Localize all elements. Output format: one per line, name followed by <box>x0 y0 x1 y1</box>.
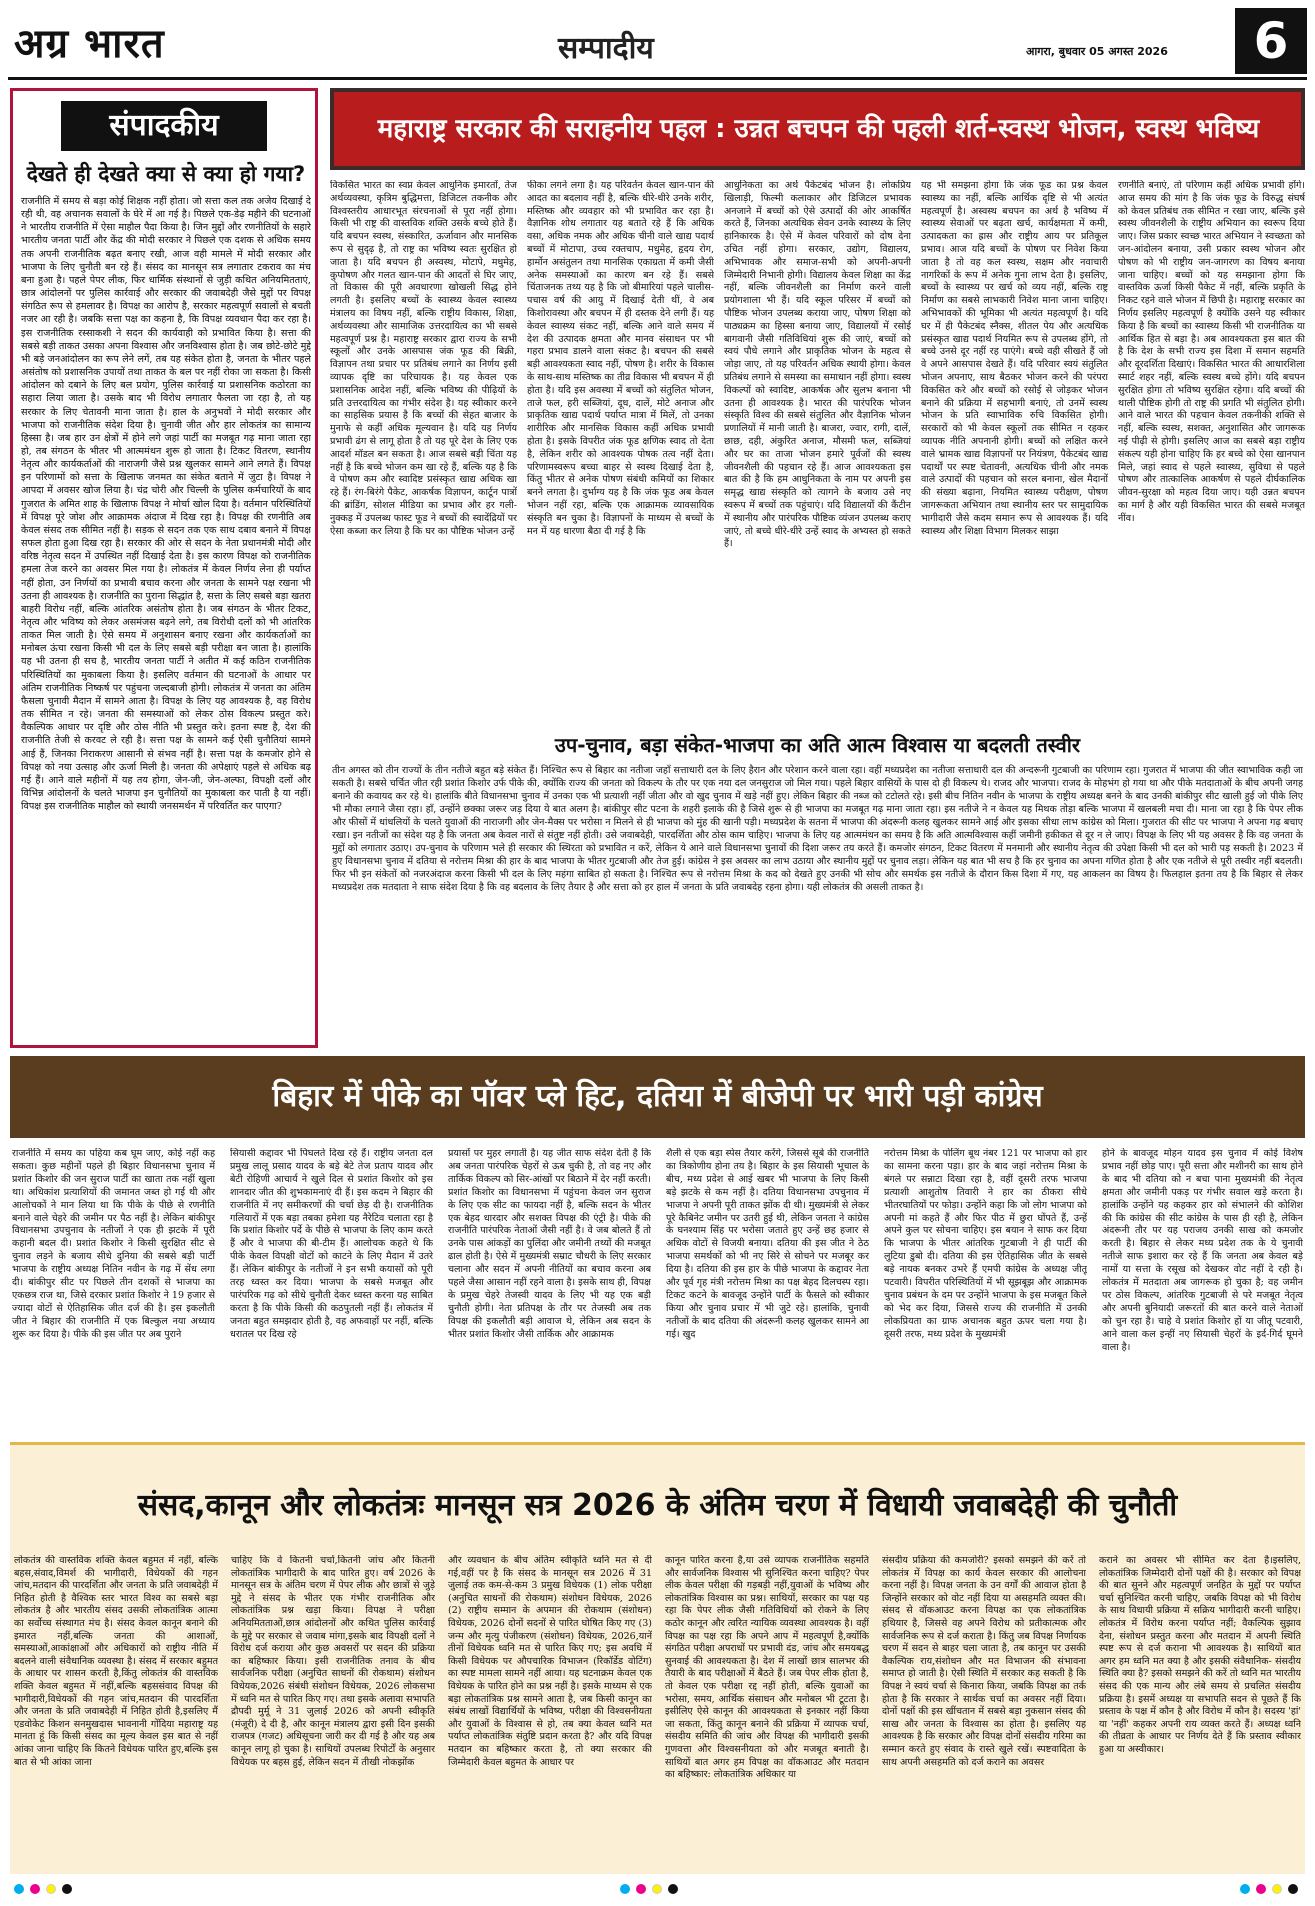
cyan-dot-icon <box>1240 1884 1250 1894</box>
black-dot-icon <box>62 1884 72 1894</box>
bottom-article-column: संसदीय प्रक्रिया की कमजोरी? इसको समझने की करें तो लोकतंत्र में विपक्ष का कार्य केवल सरकार की आलोचना करना नहीं है। विपक्ष जनता के उन वर्गों की आवाज होता है जिन्होंने सरकार को वोट नहीं दिया या असहमति व्यक्त की। संसद से वॉकआउट करना विपक्ष का एक लोकतांत्रिक हथियार है, जिससे वह अपने विरोध को प्रतीकात्मक और सार्वजनिक रूप से दर्ज कराता है। किंतु जब विपक्ष निर्णायक चरण में सदन से बाहर चला जाता है, तब कानून पर उसकी वैकल्पिक राय,संशोधन और मत विभाजन की संभावना समाप्त हो जाती है। ऐसी स्थिति में सरकार कह सकती है कि विपक्ष ने स्वयं चर्चा से किनारा किया, जबकि विपक्ष का तर्क होता है कि सरकार ने सार्थक चर्चा का अवसर नहीं दिया। दोनों पक्षों की इस खींचतान में सबसे बड़ा नुकसान संसद की साख और जनता के विश्वास का होता है। इसलिए यह आवश्यक है कि सरकार और विपक्ष दोनों संसदीय गरिमा का सम्मान करते हुए संवाद के रास्ते खुले रखें। स्पष्टवादिता के साथ अपनी असहमति को दर्ज कराने का अवसर <box>882 1555 1086 1768</box>
editorial-body: राजनीति में समय से बड़ा कोई शिक्षक नहीं होता। जो सत्ता कल तक अजेय दिखाई दे रही थी, वह अचानक सवालों के घेरे में आ गई है। पिछले एक-डेढ़ महीने की घटनाओं ने भारतीय राजनीति में ऐसा माहौल पैदा किया है। जिन मुद्दों और रणनीतियों के सहारे भारतीय जनता पार्टी और केंद्र की मोदी सरकार ने पिछले एक दशक से अधिक समय तक अपनी राजनीतिक बढ़त बनाए रखी, आज वही मामले में मोदी सरकार और भाजपा के लिए चुनौती बन रहे हैं। संसद का मानसून सत्र लगातार टकराव का मंच बना हुआ है। पहले पेपर लीक, फिर धार्मिक संस्थानों से जुड़ी कथित अनियमितताएं, छात्र आंदोलनों पर पुलिस कार्रवाई और सरकार की जवाबदेही जैसे मुद्दों पर विपक्ष संगठित रूप से हमलावर है। विपक्ष का आरोप है, सरकार महत्वपूर्ण सवालों से बचती नजर आ रही है। जबकि सत्ता पक्ष का कहना है, कि विपक्ष व्यवधान पैदा कर रहा है। इस राजनीतिक रस्साकशी ने सदन की कार्यवाही को प्रभावित किया है। सत्ता की सबसे बड़ी ताकत उसका अपना विश्वास और जनविश्वास होता है। जब छोटे-छोटे मुद्दे भी बड़े जनआंदोलन का रूप लेने लगें, तब यह संकेत होता है, जनता के भीतर पहले असंतोष को प्रशासनिक उपायों तथा ताकत के बल पर नहीं रोका जा सकता है। किसी आंदोलन को दबाने के लिए बल प्रयोग, पुलिस कार्रवाई या प्रशासनिक कठोरता का सहारा लिया जाता है। उसके बाद भी विरोध लगातार फैलता जा रहा है, तो यह सरकार के लिए चेतावनी माना जाता है। हाल के अनुभवों ने मोदी सरकार और भाजपा को राजनीतिक संदेश दिया है। चुनावी जीत और हार लोकतंत्र का सामान्य हिस्सा है। जब हार उन क्षेत्रों में होने लगे जहां पार्टी का मजबूत गढ़ माना जाता रहा हो, तब संगठन के भीतर भी आत्ममंथन शुरू हो जाता है। टिकट वितरण, स्थानीय नेतृत्व और कार्यकर्ताओं की नाराजगी जैसे प्रश्न खुलकर सामने आने लगते हैं। विपक्ष इन परिणामों को सत्ता के खिलाफ जनमत का संकेत बताने में जुटा है। विपक्ष ने आपदा में अवसर खोज लिया है। चंद्र चोरी और चिल्ली के पुलिस कर्मचारियों के बाद गुजरात के अमित शाह के खिलाफ विपक्ष ने मोर्चा खोल दिया है। वर्तमान परिस्थितियों में विपक्ष पूरे जोश और आक्रामक अंदाज में दिख रहा है। विपक्ष की रणनीति अब केवल संसद तक सीमित नहीं है। सड़क से सदन तक एक साथ दबाव बनाने में विपक्ष सफल होता हुआ दिख रहा है। सरकार की ओर से सदन के नेता प्रधानमंत्री मोदी और वरिष्ठ नेतृत्व सदन में उपस्थित नहीं दिखाई देता है। इस कारण विपक्ष को राजनीतिक हमला तेज करने का अवसर मिल गया है। लोकतंत्र में केवल निर्णय लेना ही पर्याप्त नहीं होता, उन निर्णयों का प्रभावी बचाव करना और जनता के सामने पक्ष रखना भी उतना ही आवश्यक है। राजनीति का पुराना सिद्धांत है, सत्ता के लिए सबसे बड़ा खतरा बाहरी विरोध नहीं, बल्कि आंतरिक असंतोष होता है। जब संगठन के भीतर टिकट, नेतृत्व और भविष्य को लेकर असमंजस बढ़ने लगे, तब विरोधी दलों को भी आंतरिक ताकत मिल जाती है। ऐसे समय में अनुशासन बनाए रखना और कार्यकर्ताओं का मनोबल ऊंचा रखना किसी भी दल के लिए सबसे बड़ी परीक्षा बन जाता है। हालांकि यह भी उतना ही सच है, भारतीय जनता पार्टी ने अतीत में कई कठिन राजनीतिक परिस्थितियों का मुकाबला किया है। इसलिए वर्तमान की घटनाओं के आधार पर अंतिम राजनीतिक निष्कर्ष पर पहुंचना जल्दबाजी होगी। लोकतंत्र में जनता का अंतिम फैसला चुनावी मैदान में सामने आता है। विपक्ष के लिए यह आवश्यक है, वह विरोध तक सीमित न रहे। जनता की समस्याओं को लेकर ठोस विकल्प प्रस्तुत करे। वैकल्पिक आधार पर दृष्टि और ठोस नीति भी प्रस्तुत करे। इतना स्पष्ट है, देश की राजनीति तेजी से करवट ले रही है। सत्ता पक्ष के सामने कई ऐसी चुनौतियां सामने आई हैं, जिनका निराकरण आसानी से संभव नहीं है। सत्ता पक्ष के कमजोर होने से विपक्ष को नया उत्साह और ऊर्जा मिली है। जनता की अपेक्षाएं पहले से अधिक बढ़ गई हैं। आने वाले महीनों में यह तय होगा, जेन-जी, जेन-अल्फा, विपक्षी दलों और विभिन्न आंदोलनों के चलते भाजपा इन चुनौतियों का मुकाबला कर पाती है या नहीं। विपक्ष इस राजनीतिक माहौल को स्थायी जनसमर्थन में परिवर्तित कर पाएगा? <box>21 196 311 813</box>
bottom-article-column: कराने का अवसर भी सीमित कर देता है।इसलिए, लोकतांत्रिक जिम्मेदारी दोनों पक्षों की है। सरकार को विपक्ष की बात सुनने और महत्वपूर्ण जनहित के मुद्दों पर पर्याप्त चर्चा सुनिश्चित करनी चाहिए, जबकि विपक्ष को भी विरोध के साथ विधायी प्रक्रिया में सक्रिय भागीदारी करनी चाहिए। लोकतंत्र में विरोध करना पर्याप्त नहीं; वैकल्पिक सुझाव देना, संशोधन प्रस्तुत करना और मतदान में अपनी स्थिति स्पष्ट रूप से दर्ज कराना भी आवश्यक है। साथियों बात अगर हम ध्वनि मत क्या है और इसकी संवैधानिक- संसदीय स्थिति क्या है? इसको समझने की करें तो ध्वनि मत भारतीय संसद की एक मान्य और लंबे समय से प्रचलित संसदीय प्रक्रिया है। इसमें अध्यक्ष या सभापति सदन से पूछते हैं कि प्रस्ताव के पक्ष में कौन है और विरोध में कौन है। सदस्य 'हां' या 'नहीं' कहकर अपनी राय व्यक्त करते हैं। अध्यक्ष ध्वनि की तीव्रता के आधार पर निर्णय देते हैं कि प्रस्ताव स्वीकार हुआ या अस्वीकार। <box>1099 1555 1301 1755</box>
cyan-dot-icon <box>14 1884 24 1894</box>
bihar-article-column: राजनीति में समय का पहिया कब घूम जाए, कोई नहीं कह सकता। कुछ महीनों पहले ही बिहार विधानसभा चुनाव में प्रशांत किशोर की जन सुराज पार्टी का खाता तक नहीं खुला था। अधिकांश प्रत्याशियों की जमानत जब्त हो गई थी और आलोचकों ने मान लिया था कि पीके के पीछे से रणनीति बनाने वाले चेहरे की जमीन पर पैठ नहीं है। लेकिन बांकीपुर विधानसभा उपचुनाव के नतीजों ने एक ही झटके में पूरी कहानी बदल दी। प्रशांत किशोर ने किसी सुरक्षित सीट से चुनाव लड़ने के बजाय सीधे दुनिया की सबसे बड़ी पार्टी भाजपा के राष्ट्रीय अध्यक्ष नितिन नवीन के गढ़ में सेंध लगा दी। बांकीपुर सीट पर पिछले तीन दशकों से भाजपा का एकछत्र राज था, जिसे दरकार प्रशांत किशोर ने 19 हजार से ज्यादा वोटों से ऐतिहासिक जीत दर्ज की है। इस इकलौती जीत ने बिहार की राजनीति में एक बिल्कुल नया अध्याय शुरू कर दिया है। पीके की इस जीत पर अब पुराने <box>12 1148 215 1340</box>
bottom-article <box>10 1442 1305 1874</box>
magenta-dot-icon <box>30 1884 40 1894</box>
editorial-box <box>10 88 318 1048</box>
registration-marks <box>1240 1884 1298 1896</box>
section-title: सम्पादीय <box>558 31 654 66</box>
main-article-banner <box>330 88 1305 170</box>
sub-article-body: तीन अगस्त को तीन राज्यों के तीन नतीजे बहुत बड़े संकेत हैं। निश्चित रूप से बिहार का नतीजा जहाँ सत्ताधारी दल के लिए हैरान और परेशान करने वाला रहा। वहीं मध्यप्रदेश का नतीजा सत्ताधारी दल की अन्दरूनी गुटबाजी का परिणाम रहा। गुजरात में भाजपा की जीत स्वाभाविक कही जा सकती है। सबसे चर्चित जीत रही प्रशांत किशोर उर्फ पीके की, क्योंकि राज्य की जनता को विकल्प के तौर पर एक नया दल जनसुराज जो मिल गया। पहले बिहार वासियों के पास दो ही विकल्प थे। राजद और भाजपा। राजद के मोहभंग हो गया था और पीके मतदाताओं के बीच अपनी जगह बनाने की कवायद कर रहे थे। हालांकि बीते विधानसभा चुनाव में उनका एक भी प्रत्याशी नहीं जीता और वो खुद चुनाव में खड़े नहीं हुए। लेकिन बिहार की नब्ज को टटोलते रहे। इसी बीच नितिन नवीन के भाजपा के राष्ट्रीय अध्यक्ष बनने के बाद उनकी बांकीपुर सीट खाली हुई जो पीके लिए भी मौका लगाने जैसा रहा। हाँ, उन्होंने छक्का जरूर जड़ दिया ये बात अलग है। बांकीपुर सीट पटना के शहरी इलाके की है जिसे शुरू से ही भाजपा का मजबूत गढ़ माना जाता रहा। इस नतीजे ने न केवल यह मिथक तोड़ा बल्कि भाजपा में खलबली मचा दी। माना जा रहा है कि पेपर लीक और फीसों में धांधलियों के चलते युवाओं की नाराजगी और जेन-मैक्स पर भरोसा न मिलने से ही भाजपा को मुंह की खानी पड़ी। मध्यप्रदेश के सतना में भाजपा की अंदरूनी कलह खुलकर सामने आई और इसका सीधा लाभ कांग्रेस को मिला। गुजरात की सीट पर भाजपा ने अपना गढ़ बचाए रखा। इन नतीजों का संदेश यह है कि जनता अब केवल नारों से संतुष्ट नहीं होती। उसे जवाबदेही, पारदर्शिता और ठोस काम चाहिए। भाजपा के लिए यह आत्ममंथन का समय है कि अति आत्मविश्वास कहीं जमीनी हकीकत से दूर न ले जाए। विपक्ष के लिए भी यह अवसर है कि वह जनता के मुद्दों को लगातार उठाए। उप-चुनाव के परिणाम भले ही सरकार की स्थिरता को प्रभावित न करें, लेकिन ये आने वाले विधानसभा चुनावों की दिशा जरूर तय करते हैं। कमजोर संगठन, टिकट वितरण में मनमानी और स्थानीय नेतृत्व की उपेक्षा किसी भी दल को भारी पड़ सकती है। 2023 में हुए विधानसभा चुनाव में दतिया से नरोत्तम मिश्रा की हार के बाद भाजपा के भीतर गुटबाजी और तेज हुई। कांग्रेस ने इस अवसर का लाभ उठाया और स्थानीय मुद्दों पर चुनाव लड़ा। लेकिन यह बात भी सच है कि हर चुनाव का अपना गणित होता है और एक नतीजे से पूरी तस्वीर नहीं बदलती। फिर भी इन संकेतों को नजरअंदाज करना किसी भी दल के लिए महंगा साबित हो सकता है। निश्चित रूप से नरोत्तम मिश्रा के कद को देखते हुए उनकी भी सोच और समर्थक इस नतीजे के दौरान किस दिशा में गए, यह आकलन का विषय है। फिलहाल इतना तय है कि बिहार से लेकर मध्यप्रदेश तक मतदाता ने साफ संदेश दिया है कि वह बदलाव के लिए तैयार है और सत्ता को हर हाल में जनता के प्रति जवाबदेह रहना होगा। यही लोकतंत्र की असली ताकत है। <box>332 765 1303 893</box>
main-article-body <box>330 180 1305 720</box>
main-article-column: विकसित भारत का स्वप्न केवल आधुनिक इमारतों, तेज अर्थव्यवस्था, कृत्रिम बुद्धिमत्ता, डिजिटल तकनीक और विश्वस्तरीय आधारभूत संरचनाओं से पूरा नहीं होगा। किसी भी राष्ट्र की वास्तविक शक्ति उसके बच्चे होते हैं। यदि बचपन स्वस्थ, संस्कारित, ऊर्जावान और मानसिक रूप से सुदृढ़ है, तो राष्ट्र का भविष्य स्वतः सुरक्षित हो जाता है। यदि बचपन ही अस्वस्थ, मोटापे, मधुमेह, कुपोषण और गलत खान-पान की आदतों से घिर जाए, तो विकास की पूरी अवधारणा खोखली सिद्ध होने लगती है। इसलिए बच्चों के स्वास्थ्य केवल स्वास्थ्य मंत्रालय का विषय नहीं, बल्कि राष्ट्रीय विकास, शिक्षा, अर्थव्यवस्था और सामाजिक उत्तरदायित्व का भी सबसे महत्वपूर्ण प्रश्न है। महाराष्ट्र सरकार द्वारा राज्य के सभी स्कूलों और उनके आसपास जंक फूड की बिक्री, विज्ञापन तथा प्रचार पर प्रतिबंध लगाने का निर्णय इसी व्यापक दृष्टि का परिचायक है। यह केवल एक प्रशासनिक आदेश नहीं, बल्कि भविष्य की पीढ़ियों के प्रति उत्तरदायित्व का गंभीर संदेश है। यह स्वीकार करने का साहसिक प्रयास है कि बच्चों की सेहत बाजार के मुनाफे से कहीं अधिक मूल्यवान है। यदि यह निर्णय प्रभावी ढंग से लागू होता है तो यह पूरे देश के लिए एक आदर्श मॉडल बन सकता है। आज सबसे बड़ी चिंता यह नहीं है कि बच्चे भोजन कम खा रहे हैं, बल्कि यह है कि वे पोषण कम और स्वादिष्ट प्रसंस्कृत खाद्य अधिक खा रहे हैं। रंग-बिरंगे पैकेट, आकर्षक विज्ञापन, कार्टून पात्रों की ब्रांडिंग, सोशल मीडिया का प्रभाव और हर गली-नुक्कड़ में उपलब्ध फास्ट फूड ने बच्चों की स्वादेंद्रियों पर ऐसा कब्जा कर लिया है कि घर का पौष्टिक भोजन उन्हें <box>330 180 517 537</box>
main-article-column: यह भी समझना होगा कि जंक फूड का प्रश्न केवल स्वास्थ्य का नहीं, बल्कि आर्थिक दृष्टि से भी अत्यंत महत्वपूर्ण है। अस्वस्थ बचपन का अर्थ है भविष्य में स्वास्थ्य सेवाओं पर बढ़ता खर्च, कार्यक्षमता में कमी, उत्पादकता का ह्रास और राष्ट्रीय आय पर प्रतिकूल प्रभाव। आज यदि बच्चों के पोषण पर निवेश किया जाता है तो वह कल स्वस्थ, सक्षम और नवाचारी नागरिकों के रूप में अनेक गुना लाभ देता है। इसलिए, बच्चों के स्वास्थ्य पर खर्च को व्यय नहीं, बल्कि राष्ट्र निर्माण का सबसे लाभकारी निवेश माना जाना चाहिए। अभिभावकों की भूमिका भी अत्यंत महत्वपूर्ण है। यदि घर में ही पैकेटबंद स्नैक्स, शीतल पेय और अत्यधिक प्रसंस्कृत खाद्य पदार्थ नियमित रूप से उपलब्ध होंगे, तो बच्चे उनसे दूर नहीं रह पाएंगे। बच्चे वही सीखते हैं जो वे अपने आसपास देखते हैं। यदि परिवार स्वयं संतुलित भोजन अपनाए, साथ बैठकर भोजन करने की परंपरा विकसित करे और बच्चों को रसोई से जोड़कर भोजन बनाने की प्रक्रिया में सहभागी बनाएं, तो उनमें स्वस्थ भोजन के प्रति स्वाभाविक रुचि विकसित होगी। सरकारों को भी केवल स्कूलों तक सीमित न रहकर व्यापक नीति अपनानी होगी। बच्चों को लक्षित करने वाले भ्रामक खाद्य विज्ञापनों पर नियंत्रण, पैकेटबंद खाद्य पदार्थों पर स्पष्ट चेतावनी, अत्यधिक चीनी और नमक वाले उत्पादों की पहचान को सरल बनाना, खेल मैदानों की संख्या बढ़ाना, नियमित स्वास्थ्य परीक्षण, पोषण जागरूकता अभियान तथा स्थानीय स्तर पर सामुदायिक भागीदारी जैसे कदम समान रूप से आवश्यक हैं। यदि स्वास्थ्य और शिक्षा विभाग मिलकर साझा <box>921 180 1108 537</box>
bihar-article-banner <box>10 1056 1305 1138</box>
newspaper-title: अग्र भारत <box>14 21 165 67</box>
main-article-headline: महाराष्ट्र सरकार की सराहनीय पहल : उन्नत बचपन की पहली शर्त-स्वस्थ भोजन, स्वस्थ भविष्य <box>377 114 1260 144</box>
bottom-article-headline: संसद,कानून और लोकतंत्रः मानसून सत्र 2026 के अंतिम चरण में विधायी जवाबदेही की चुनौती <box>137 1488 1178 1523</box>
bihar-article-column: प्रयासों पर मुहर लगाती है। यह जीत साफ संदेश देती है कि अब जनता पारंपरिक चेहरों से ऊब चुकी है, तो वह नए और तार्किक विकल्प को सिर-आंखों पर बिठाने में देर नहीं करती। प्रशांत किशोर का विधानसभा में पहुंचना केवल जन सुराज के लिए एक सीट का फायदा नहीं है, बल्कि सदन के भीतर एक बेहद धारदार और सशक्त विपक्ष की एंट्री है। पीके की राजनीति पारंपरिक नेताओं जैसी नहीं है। वे जब बोलते हैं तो उनके पास आंकड़ों का पुलिंदा और जमीनी तथ्यों की मजबूत ढाल होती है। ऐसे में मुख्यमंत्री सम्राट चौधरी के लिए सरकार चलाना और सदन में अपनी नीतियों का बचाव करना अब पहले जैसा आसान नहीं रहने वाला है। इसके साथ ही, विपक्ष के प्रमुख चेहरे तेजस्वी यादव के लिए भी यह एक बड़ी चुनौती होगी। नेता प्रतिपक्ष के तौर पर तेजस्वी अब तक विपक्ष की इकलौती बड़ी आवाज थे, लेकिन अब सदन के भीतर प्रशांत किशोर जैसी तार्किक और आक्रामक <box>448 1148 651 1340</box>
yellow-dot-icon <box>46 1884 56 1894</box>
bihar-article-headline: बिहार में पीके का पॉवर प्ले हिट, दतिया में बीजेपी पर भारी पड़ी कांग्रेस <box>272 1079 1043 1114</box>
bihar-article-column: नरोत्तम मिश्रा के पोलिंग बूथ नंबर 121 पर भाजपा को हार का सामना करना पड़ा। हार के बाद जहां नरोत्तम मिश्रा के बंगले पर सन्नाटा दिखा रहा है, वहीं दूसरी तरफ भाजपा प्रत्याशी आशुतोष तिवारी ने हार का ठीकरा सीधे भीतरघातियों पर फोड़ा। उन्होंने कहा कि जो लोग भाजपा को अपनी मां कहते हैं और फिर पीठ में छुरा घोंपते हैं, उन्हें अपने कुल पर सोचना चाहिए। इस बयान ने साफ कर दिया कि भाजपा के भीतर आंतरिक गुटबाजी ने ही पार्टी की लुटिया डुबो दी। दतिया की इस ऐतिहासिक जीत के सबसे बड़े नायक बनकर उभरे हैं एमपी कांग्रेस के अध्यक्ष जीतू पटवारी। विपरीत परिस्थितियों में भी सूझबूझ और आक्रामक चुनाव प्रबंधन के दम पर उन्होंने भाजपा के इस मजबूत किले को भेद कर दिया, जिससे राज्य की राजनीति में उनकी लोकप्रियता का ग्राफ अचानक बहुत ऊपर चला गया है। दूसरी तरफ, मध्य प्रदेश के मुख्यमंत्री <box>884 1148 1087 1340</box>
black-dot-icon <box>1288 1884 1298 1894</box>
bottom-article-column: चाहिए कि वे कितनी चर्चा,कितनी जांच और कितनी लोकतांत्रिक भागीदारी के बाद पारित हुए। वर्ष 2026 के मानसून सत्र के अंतिम चरण में पेपर लीक और छात्रों से जुड़े मुद्दे ने संसद के भीतर एक गंभीर राजनीतिक और लोकतांत्रिक प्रश्न खड़ा किया। विपक्ष ने परीक्षा अनियमितताओं,छात्र आंदोलनों और कथित पुलिस कार्रवाई के मुद्दे पर सरकार से जवाब मांगा,इसके बाद विपक्षी दलों ने विरोध दर्ज कराया और कुछ अवसरों पर सदन की प्रक्रिया का बहिष्कार किया। इसी राजनीतिक तनाव के बीच सार्वजनिक परीक्षा (अनुचित साधनों की रोकथाम) संशोधन विधेयक,2026 संबंधी संशोधन विधेयक, 2026 लोकसभा में ध्वनि मत से पारित किए गए। तथा इसके अलावा सभापति द्रौपदी मुर्मू ने 31 जुलाई 2026 को अपनी स्वीकृति (मंजूरी) दे दी है, और कानून मंत्रालय द्वारा इसी दिन इसकी राजपत्र (गजट) अधिसूचना जारी कर दी गई है और यह अब कानून लागू हो चुका है। साथियों उपलब्ध रिपोर्टों के अनुसार विधेयक पर बहस हुई, लेकिन सदन में तीखी नोकझोंक <box>231 1555 435 1768</box>
bottom-article-column: लोकतंत्र की वास्तविक शक्ति केवल बहुमत में नहीं, बल्कि बहस,संवाद,विमर्श की भागीदारी, विधेयकों की गहन जांच,मतदान की पारदर्शिता और जनता के प्रति जवाबदेही में निहित होती है वैश्विक स्तर भारत विश्व का सबसे बड़ा लोकतंत्र है और भारतीय संसद उसकी लोकतांत्रिक आत्मा का सर्वोच्च संस्थागत मंच है। संसद केवल कानून बनाने की इमारत नहीं,बल्कि जनता की आशाओं, समस्याओं,आकांक्षाओं और अधिकारों को राष्ट्रीय नीति में बदलने वाली संवैधानिक व्यवस्था है। संसद में सरकार बहुमत के आधार पर शासन करती है,किंतु लोकतंत्र की वास्तविक शक्ति केवल बहुमत में नहीं,बल्कि बहससंवाद विपक्ष की भागीदारी,विधेयकों की गहन जांच,मतदान की पारदर्शिता और जनता के प्रति जवाबदेही में निहित होती है,इसलिए मैं एडवोकेट किशन सनमुखदास भावनानी गोंदिया महाराष्ट्र यह मानता हूं कि किसी संसद का मूल्य केवल इस बात से नहीं आंका जाना चाहिए कि कितने विधेयक पारित हुए,बल्कि इस बात से भी आंका जाना <box>14 1555 218 1768</box>
bihar-article-column: होने के बावजूद मोहन यादव इस चुनाव में कोई विशेष प्रभाव नहीं छोड़ पाए। पूरी सत्ता और मशीनरी का साथ होने के बाद भी दतिया को न बचा पाना मुख्यमंत्री की नेतृत्व क्षमता और जमीनी पकड़ पर गंभीर सवाल खड़े करता है। हालांकि उन्होंने यह कहकर हार को संभालने की कोशिश की कि कांग्रेस की सीट कांग्रेस के पास ही रही है, लेकिन अंदरूनी तौर पर यह पराजय उनकी साख को कमजोर करती है। बिहार से लेकर मध्य प्रदेश तक के ये चुनावी नतीजे साफ इशारा कर रहे हैं कि जनता अब केवल बड़े नामों या सत्ता के रसूख को देखकर वोट नहीं दे रही है। लोकतंत्र में मतदाता अब जागरूक हो चुका है; वह जमीन पर ठोस विकल्प, आंतरिक गुटबाजी से परे मजबूत नेतृत्व और अपनी बुनियादी जरूरतों की बात करने वाले नेताओं को चुन रहा है। चाहे वे प्रशांत किशोर हों या जीतू पटवारी, आने वाला कल इन्हीं नए सियासी चेहरों के इर्द-गिर्द घूमने वाला है। <box>1102 1148 1303 1353</box>
main-article-column: रणनीति बनाएं, तो परिणाम कहीं अधिक प्रभावी होंगे। आज समय की मांग है कि जंक फूड के विरुद्ध संघर्ष को केवल प्रतिबंध तक सीमित न रखा जाए, बल्कि इसे स्वस्थ जीवनशैली के राष्ट्रीय अभियान का स्वरूप दिया जाए। जिस प्रकार स्वच्छ भारत अभियान ने स्वच्छता को जन-आंदोलन बनाया, उसी प्रकार स्वस्थ भोजन और पोषण को भी राष्ट्रीय जन-जागरण का विषय बनाया जाना चाहिए। बच्चों को यह समझाना होगा कि वास्तविक ऊर्जा किसी पैकेट में नहीं, बल्कि प्रकृति के निकट रहने वाले भोजन में छिपी है। महाराष्ट्र सरकार का निर्णय इसलिए महत्वपूर्ण है क्योंकि उसने यह स्वीकार किया है कि बच्चों का स्वास्थ्य किसी भी राजनीतिक या आर्थिक हित से बड़ा है। अब आवश्यकता इस बात की है कि देश के सभी राज्य इस दिशा में समान सहमति और दूरदर्शिता दिखाएं। विकसित भारत की आधारशिला स्मार्ट शहर नहीं, बल्कि स्वस्थ बच्चे होंगे। यदि बचपन सुरक्षित होगा तो भविष्य सुरक्षित रहेगा। यदि बच्चों की थाली पौष्टिक होगी तो राष्ट्र की प्रगति भी संतुलित होगी। आने वाले भारत की पहचान केवल तकनीकी शक्ति से नहीं, बल्कि स्वस्थ, सशक्त, अनुशासित और जागरूक नई पीढ़ी से होगी। इसलिए आज का सबसे बड़ा राष्ट्रीय संकल्प यही होना चाहिए कि हर बच्चे को ऐसा खानपान मिले, जहां स्वाद से पहले स्वास्थ्य, सुविधा से पहले पोषण और तात्कालिक आकर्षण से पहले दीर्घकालिक जीवन-सुरक्षा को महत्व दिया जाए। यही उन्नत बचपन का मार्ग है और यही विकसित भारत की सबसे मजबूत नींव। <box>1118 180 1305 524</box>
yellow-dot-icon <box>652 1884 662 1894</box>
magenta-dot-icon <box>1256 1884 1266 1894</box>
main-article-column: फीका लगने लगा है। यह परिवर्तन केवल खान-पान की आदत का बदलाव नहीं है, बल्कि धीरे-धीरे उनके शरीर, मस्तिष्क और व्यवहार को भी प्रभावित कर रहा है। वैज्ञानिक शोध लगातार यह बताते रहे हैं कि अधिक वसा, अधिक नमक और अधिक चीनी वाले खाद्य पदार्थ बच्चों में मोटापा, उच्च रक्तचाप, मधुमेह, हृदय रोग, हार्मोन असंतुलन तथा मानसिक एकाग्रता में कमी जैसी अनेक समस्याओं का कारण बन रहे हैं। सबसे चिंताजनक तथ्य यह है कि जो बीमारियां पहले चालीस-पचास वर्ष की आयु में दिखाई देती थीं, वे अब किशोरावस्था और बचपन में ही दस्तक देने लगी हैं। यह केवल स्वास्थ्य संकट नहीं, बल्कि आने वाले समय में देश की उत्पादक क्षमता और मानव संसाधन पर भी गहरा प्रभाव डालने वाला संकट है। बचपन की सबसे बड़ी आवश्यकता स्वाद नहीं, पोषण है। शरीर के विकास के साथ-साथ मस्तिष्क का तीव्र विकास भी बचपन में ही होता है। यदि इस अवस्था में बच्चों को संतुलित भोजन, ताजे फल, हरी सब्जियां, दूध, दालें, मोटे अनाज और प्राकृतिक खाद्य पदार्थ पर्याप्त मात्रा में मिलें, तो उनका शारीरिक और मानसिक विकास कहीं अधिक प्रभावी होता है। इसके विपरीत जंक फूड क्षणिक स्वाद तो देता है, लेकिन शरीर को आवश्यक पोषक तत्व नहीं देता। परिणामस्वरूप बच्चा बाहर से स्वस्थ दिखाई देता है, किंतु भीतर से अनेक पोषण संबंधी कमियों का शिकार बनने लगता है। दुर्भाग्य यह है कि जंक फूड अब केवल भोजन नहीं रहा, बल्कि एक आक्रामक व्यावसायिक संस्कृति बन चुका है। विज्ञापनों के माध्यम से बच्चों के मन में यह धारणा बैठा दी गई है कि <box>527 180 714 537</box>
main-article-column: आधुनिकता का अर्थ पैकेटबंद भोजन है। लोकप्रिय खिलाड़ी, फिल्मी कलाकार और डिजिटल प्रभावक अनजाने में बच्चों को ऐसे उत्पादों की ओर आकर्षित करते हैं, जिनका अत्यधिक सेवन उनके स्वास्थ्य के लिए हानिकारक है। ऐसे में केवल परिवारों को दोष देना उचित नहीं होगा। सरकार, उद्योग, विद्यालय, अभिभावक और समाज-सभी को अपनी-अपनी जिम्मेदारी निभानी होगी। विद्यालय केवल शिक्षा का केंद्र नहीं, बल्कि जीवनशैली का निर्माण करने वाली प्रयोगशाला भी हैं। यदि स्कूल परिसर में बच्चों को पौष्टिक भोजन उपलब्ध कराया जाए, पोषण शिक्षा को पाठ्यक्रम का हिस्सा बनाया जाए, विद्यालयों में रसोई बागवानी जैसी गतिविधियां शुरू की जाएं, बच्चों को स्वयं पौधे लगाने और प्राकृतिक भोजन के महत्व से जोड़ा जाए, तो यह परिवर्तन अधिक स्थायी होगा। केवल प्रतिबंध लगाने से समस्या का समाधान नहीं होगा। स्वस्थ विकल्पों को स्वादिष्ट, आकर्षक और सुलभ बनाना भी उतना ही आवश्यक है। भारत की पारंपरिक भोजन संस्कृति विश्व की सबसे संतुलित और वैज्ञानिक भोजन प्रणालियों में मानी जाती है। बाजरा, ज्वार, रागी, दालें, छाछ, दही, अंकुरित अनाज, मौसमी फल, सब्जियां और घर का ताजा भोजन हमारे पूर्वजों की स्वस्थ जीवनशैली की पहचान रहे हैं। आज आवश्यकता इस बात की है कि हम आधुनिकता के नाम पर अपनी इस समृद्ध खाद्य संस्कृति को त्यागने के बजाय उसे नए स्वरूप में बच्चों तक पहुंचाएं। यदि विद्यालयों की कैंटीन में स्थानीय और पारंपरिक पौष्टिक व्यंजन उपलब्ध कराए जाएं, तो बच्चे धीरे-धीरे उन्हें स्वाद के अभ्यस्त हो सकते हैं। <box>724 180 911 550</box>
cyan-dot-icon <box>620 1884 630 1894</box>
editorial-headline: देखते ही देखते क्या से क्या हो गया? <box>26 162 306 186</box>
issue-date: आगरा, बुधवार 05 अगस्त 2026 <box>1026 45 1168 58</box>
bihar-article-column: शैली से एक बड़ा स्पेस तैयार करेंगे, जिससे सूबे की राजनीति का त्रिकोणीय होना तय है। बिहार के इस सियासी भूचाल के बीच, मध्य प्रदेश से आई खबर भी भाजपा के लिए किसी बड़े झटके से कम नहीं है। दतिया विधानसभा उपचुनाव में भाजपा ने अपनी पूरी ताकत झोंक दी थी। मुख्यमंत्री से लेकर पूरे कैबिनेट जमीन पर उतरी हुई थी, लेकिन जनता ने कांग्रेस के घनश्याम सिंह पर भरोसा जताते हुए उन्हें छह हजार से अधिक वोटों से विजयी बनाया। दतिया की इस जीत ने ठेठ भाजपा समर्थकों को भी नए सिरे से सोचने पर मजबूर कर दिया है। दतिया की इस हार के पीछे भाजपा के कद्दावर नेता और पूर्व गृह मंत्री नरोत्तम मिश्रा का पक्ष बेहद दिलचस्प रहा। टिकट कटने के बावजूद उन्होंने पार्टी के फैसले को स्वीकार किया और चुनाव प्रचार में भी जुटे रहे। हालांकि, चुनावी नतीजों के बाद दतिया की अंदरूनी कलह खुलकर सामने आ गई। खुद <box>666 1148 869 1340</box>
bihar-article-body <box>10 1148 1305 1428</box>
bihar-article-column: सियासी कद्दावर भी पिघलते दिख रहे हैं। राष्ट्रीय जनता दल प्रमुख लालू प्रसाद यादव के बड़े बेटे तेज प्रताप यादव और बेटी रोहिणी आचार्य ने खुले दिल से प्रशांत किशोर को इस शानदार जीत की शुभकामनाएं दी हैं। इस कदम ने बिहार की राजनीति में नए समीकरणों की चर्चा छेड़ दी है। राजनीतिक गलियारों में एक बड़ा तबका हमेशा यह नैरेटिव चलाता रहा है कि प्रशांत किशोर पर्दे के पीछे से भाजपा के लिए काम करते हैं और वे भाजपा की बी-टीम हैं। आलोचक कहते थे कि पीके केवल विपक्षी वोटों को काटने के लिए मैदान में उतरे हैं। लेकिन बांकीपुर के नतीजों ने इन सभी कयासों को पूरी तरह ध्वस्त कर दिया। भाजपा के सबसे मजबूत और पारंपरिक गढ़ को सीधे चुनौती देकर ध्वस्त करना यह साबित करता है कि पीके किसी की कठपुतली नहीं हैं। लोकतंत्र में जनता बहुत समझदार होती है, वह अफवाहों पर नहीं, बल्कि धरातल पर दिख रहे <box>230 1148 433 1340</box>
page-number: 6 <box>1235 8 1307 74</box>
bottom-article-column: और व्यवधान के बीच अंतिम स्वीकृति ध्वनि मत से दी गई,वहीं पर है कि संसद के मानसून सत्र 2026 में 31 जुलाई तक कम-से-कम 3 प्रमुख विधेयक (1) लोक परीक्षा (अनुचित साधनों की रोकथाम) संशोधन विधेयक, 2026 (2) राष्ट्रीय सम्मान के अपमान की रोकथाम (संशोधन) विधेयक, 2026 दोनों सदनों से पारित घोषित किए गए (3) जन्म और मृत्यु पंजीकरण (संशोधन) विधेयक, 2026,यानें तीनों विधेयक ध्वनि मत से पारित किए गए; इस अवधि में किसी विधेयक पर औपचारिक विभाजन (रिकॉर्डेड वोटिंग) का स्पष्ट मामला सामने नहीं आया। यह घटनाक्रम केवल एक विधेयक के पारित होने का प्रश्न नहीं है। इसके माध्यम से एक बड़ा लोकतांत्रिक प्रश्न सामने आता है, जब किसी कानून का संबंध लाखों विद्यार्थियों के भविष्य, परीक्षा की विश्वसनीयता और युवाओं के विश्वास से हो, तब क्या केवल ध्वनि मत पर्याप्त लोकतांत्रिक संतुष्टि प्रदान करता है? और यदि विपक्ष मतदान का बहिष्कार करता है, तो क्या सरकार की जिम्मेदारी केवल बहुमत के आधार पर <box>448 1555 652 1768</box>
sub-article-headline: उप-चुनाव, बड़ा संकेत-भाजपा का अति आत्म विश्वास या बदलती तस्वीर <box>554 733 1081 757</box>
magenta-dot-icon <box>636 1884 646 1894</box>
registration-marks <box>14 1884 72 1896</box>
registration-marks <box>620 1884 678 1896</box>
black-dot-icon <box>668 1884 678 1894</box>
yellow-dot-icon <box>1272 1884 1282 1894</box>
bottom-article-column: कानून पारित करना है,या उसे व्यापक राजनीतिक सहमति और सार्वजनिक विश्वास भी सुनिश्चित करना चाहिए? पेपर लीक केवल परीक्षा की गड़बड़ी नहीं,युवाओं के भविष्य और लोकतांत्रिक विश्वास का प्रश्न। साथियों, सरकार का पक्ष यह रहा कि पेपर लीक जैसी गतिविधियों को रोकने के लिए कठोर कानून और त्वरित न्यायिक व्यवस्था आवश्यक है। वहीं विपक्ष का पक्ष रहा कि अपने आप में महत्वपूर्ण है,क्योंकि संगठित परीक्षा अपराधों पर प्रभावी दंड, जांच और समयबद्ध सुनवाई की आवश्यकता है। देश में लाखों छात्र सालभर की तैयारी के बाद परीक्षाओं में बैठते हैं। जब पेपर लीक होता है, तो केवल एक परीक्षा रद्द नहीं होती, बल्कि युवाओं का भरोसा, समय, आर्थिक संसाधन और मनोबल भी टूटता है। इसीलिए ऐसे कानून की आवश्यकता से इनकार नहीं किया जा सकता, किंतु कानून बनाने की प्रक्रिया में व्यापक चर्चा, संसदीय समिति की जांच और विपक्ष की भागीदारी इसकी गुणवत्ता और विश्वसनीयता को और मजबूत बनाती है। साथियों बात अगर हम विपक्ष का वॉकआउट और मतदान का बहिष्कार: लोकतांत्रिक अधिकार या <box>665 1555 869 1781</box>
masthead <box>8 8 1307 80</box>
editorial-label: संपादकीय <box>61 101 267 151</box>
bottom-article-body <box>14 1555 1301 1871</box>
